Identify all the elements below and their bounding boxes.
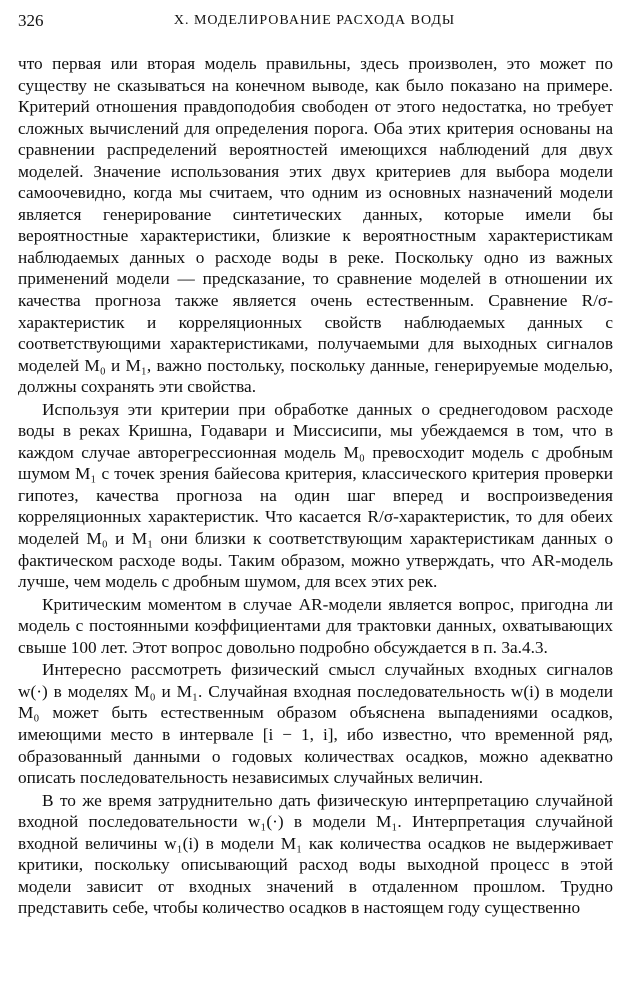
paragraph-3: Критическим моментом в случае AR-модели является вопрос, пригодна ли модель с постоянными коэффициентами для трактовки данных, охватывающих свыше 100 лет. Этот вопрос довольно подробно обсуждается в п. 3а.4.3.	[18, 594, 613, 657]
page-header	[18, 8, 611, 34]
running-head: X. МОДЕЛИРОВАНИЕ РАСХОДА ВОДЫ	[173, 13, 456, 28]
paragraph-4: Интересно рассмотреть физический смысл случайных входных сигналов w(·) в моделях M₀ и M₁. Случайная входная последовательность w(i) в модели M₀ может быть естественным образом объяснена выпадениями осадков, имеющими место в интервале [i − 1, i], ибо известно, что временной ряд, образованный данными о годовых количествах осадков, можно адекватно описать последовательность независимых случайных величин.	[18, 660, 613, 788]
paragraph-1: что первая или вторая модель правильны, здесь произволен, это может по существу не сказываться на конечном выводе, как было показано на примере. Критерий отношения правдоподобия свободен от этого недостатка, но требует сложных вычислений для определения порога. Оба этих критерия основаны на сравнении распределений вероятностей имеющихся наблюдений для двух моделей. Значение использования этих двух критериев для выбора модели самоочевидно, когда мы считаем, что одним из основных назначений модели является генерирование синтетических данных, которые имели бы вероятностные характеристики, близкие к вероятностным характеристикам наблюдаемых данных о расходе воды в реке. Поскольку одно из важных применений модели — предсказание, то сравнение моделей в отношении их качества прогноза также является очень естественным. Сравнение R/σ-характеристик и корреляционных свойств наблюдаемых данных с соответствующими характеристиками, получаемыми для выходных сигналов моделей M₀ и M₁, важно постольку, поскольку данные, генерируемые моделью, должны сохранять эти свойства.	[18, 54, 613, 397]
paragraph-2: Используя эти критерии при обработке данных о среднегодовом расходе воды в реках Кришна, Годавари и Миссисипи, мы убеждаемся в том, что в каждом случае авторегрессионная модель M₀ превосходит модель с дробным шумом M₁ с точек зрения байесова критерия, классического критерия проверки гипотез, качества прогноза на один шаг вперед и воспроизведения корреляционных характеристик. Что касается R/σ-характеристик, то для обеих моделей M₀ и M₁ они близки к соответствующим характеристикам данных о фактическом расходе воды. Таким образом, можно утверждать, что AR-модель лучше, чем модель с дробным шумом, для всех этих рек.	[18, 399, 613, 592]
body-text	[18, 53, 613, 993]
page-number: 326	[18, 11, 44, 30]
paragraph-5: В то же время затруднительно дать физическую интерпретацию случайной входной последовательности w₁(·) в модели M₁. Интерпретация случайной входной величины w₁(i) в модели M₁ как количества осадков не выдерживает критики, поскольку описывающий расход воды выходной процесс в этой модели зависит от входных значений в отдаленном прошлом. Трудно представить себе, чтобы количество осадков в настоящем году существенно	[18, 790, 613, 918]
